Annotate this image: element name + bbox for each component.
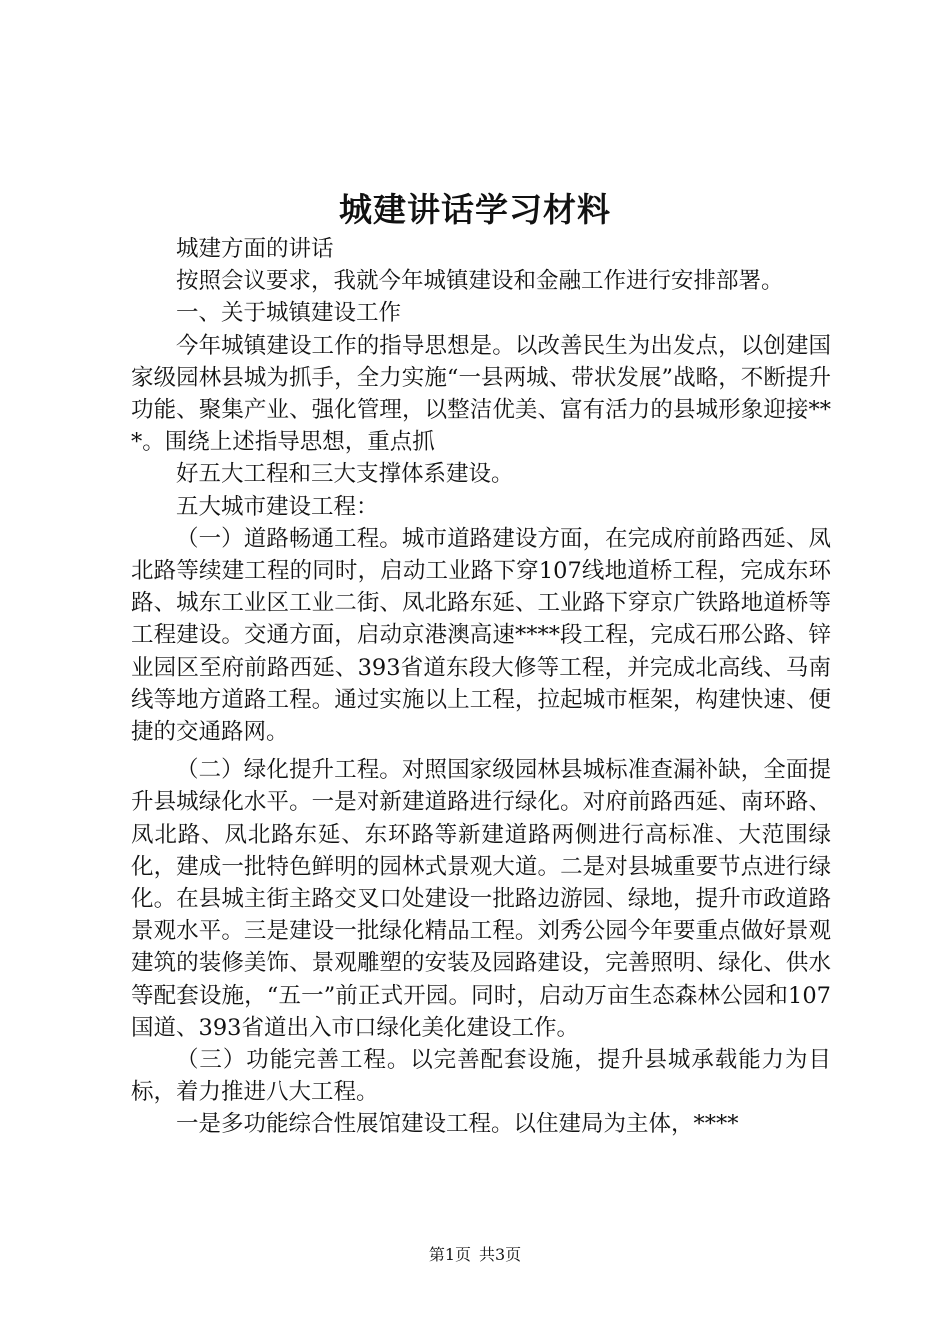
- paragraph-guiding-idea: 今年城镇建设工作的指导思想是。以改善民生为出发点，以创建国家级园林县城为抓手，全力实施“一县两城、带状发展”战略，不断提升功能、聚集产业、强化管理，以整洁优美、富有活力的县城形象迎接***。围绕上述指导思想，重点抓: [131, 332, 831, 456]
- paragraph-function-project: （三）功能完善工程。以完善配套设施，提升县城承载能力为目标，着力推进八大工程。: [131, 1047, 831, 1106]
- page-footer: [0, 1243, 950, 1267]
- paragraph-greening-project: （二）绿化提升工程。对照国家级园林县城标准查漏补缺，全面提升县城绿化水平。一是对新建道路进行绿化。对府前路西延、南环路、凤北路、凤北路东延、东环路等新建道路两侧进行高标准、大范围绿化，建成一批特色鲜明的园林式景观大道。二是对县城重要节点进行绿化。在县城主街主路交叉口处建设一批路边游园、绿地，提升市政道路景观水平。三是建设一批绿化精品工程。刘秀公园今年要重点做好景观建筑的装修美饰、景观雕塑的安装及园路建设，完善照明、绿化、供水等配套设施，“五一”前正式开园。同时，启动万亩生态森林公园和107国道、393省道出入市口绿化美化建设工作。: [131, 757, 831, 1041]
- paragraph-exhibition-project: 一是多功能综合性展馆建设工程。以住建局为主体，****: [176, 1111, 739, 1138]
- paragraph-guiding-idea-continued: 好五大工程和三大支撑体系建设。: [176, 461, 514, 488]
- page-total: 共3页: [479, 1245, 522, 1264]
- paragraph-section-heading: 一、关于城镇建设工作: [176, 300, 402, 327]
- paragraph-five-projects-heading: 五大城市建设工程：: [176, 493, 379, 520]
- paragraph-intro: 按照会议要求，我就今年城镇建设和金融工作进行安排部署。: [176, 268, 784, 295]
- paragraph-road-project: （一）道路畅通工程。城市道路建设方面，在完成府前路西延、凤北路等续建工程的同时，启动工业路下穿107线地道桥工程，完成东环路、城东工业区工业二街、凤北路东延、工业路下穿京广铁路地道桥等工程建设。交通方面，启动京港澳高速****段工程，完成石邢公路、锌业园区至府前路西延、393省道东段大修等工程，并完成北高线、马南线等地方道路工程。通过实施以上工程，拉起城市框架，构建快速、便捷的交通路网。: [131, 525, 831, 746]
- page-number: 第1页: [428, 1245, 471, 1264]
- document-title: 城建讲话学习材料: [339, 190, 611, 229]
- paragraph-subtitle: 城建方面的讲话: [176, 236, 334, 262]
- document-body: [131, 233, 831, 1141]
